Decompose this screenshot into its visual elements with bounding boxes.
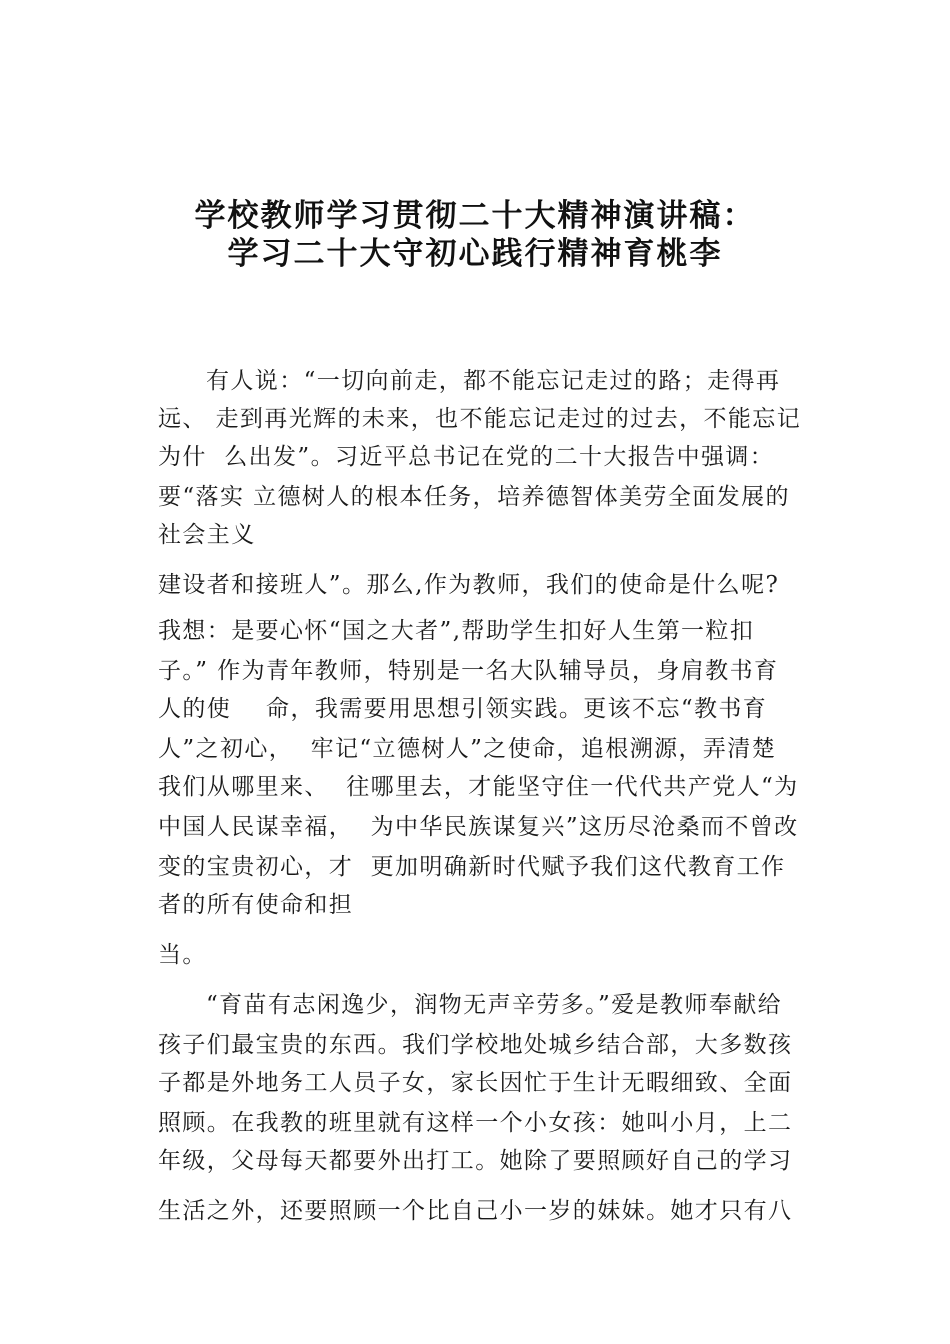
body-line: 人”之初心， 牢记“立德树人”之使命，追根溯源，弄清楚 [158, 736, 777, 762]
body-line: 我们从哪里来、 往哪里去，才能坚守住一代代共产党人“为 [158, 774, 799, 800]
title-line-2: 学习二十大守初心践行精神育桃李 [227, 236, 723, 272]
body-line: 有人说：“一切向前走，都不能忘记走过的路；走得再 [206, 368, 781, 394]
body-line: 人的使 命，我需要用思想引领实践。更该不忘“教书育 [158, 696, 768, 722]
body-line: 年级，父母每天都要外出打工。她除了要照顾好自己的学习 [158, 1148, 793, 1174]
body-line: 要“落实 立德树人的根本任务，培养德智体美劳全面发展的 [158, 484, 790, 510]
body-line: 子都是外地务工人员子女，家长因忙于生计无暇细致、全面 [158, 1070, 793, 1096]
body-line: 当。 [158, 942, 207, 968]
body-line: 我想：是要心怀“国之大者”,帮助学生扣好人生第一粒扣 [158, 618, 755, 644]
body-line: 为什 么出发”。习近平总书记在党的二十大报告中强调： [158, 444, 775, 470]
body-line: 者的所有使命和担 [158, 892, 354, 918]
body-line: 照顾。在我教的班里就有这样一个小女孩：她叫小月，上二 [158, 1110, 793, 1136]
body-line: 中国人民谋幸福， 为中华民族谋复兴”这历尽沧桑而不曾改 [158, 814, 799, 840]
body-line: 变的宝贵初心，才 更加明确新时代赋予我们这代教育工作 [158, 854, 786, 880]
body-line: 社会主义 [158, 522, 256, 548]
body-line: 孩子们最宝贵的东西。我们学校地处城乡结合部，大多数孩 [158, 1032, 793, 1058]
body-line: 子。” 作为青年教师，特别是一名大队辅导员，身肩教书育 [158, 658, 779, 684]
title-line-1: 学校教师学习贯彻二十大精神演讲稿： [194, 198, 756, 234]
body-line: 建设者和接班人”。那么,作为教师，我们的使命是什么呢? [158, 572, 780, 598]
body-line: 生活之外，还要照顾一个比自己小一岁的妹妹。她才只有八 [158, 1198, 793, 1224]
body-line: “育苗有志闲逸少，润物无声辛劳多。”爱是教师奉献给 [206, 992, 783, 1018]
body-line: 远、 走到再光辉的未来，也不能忘记走过的过去，不能忘记 [158, 406, 802, 432]
